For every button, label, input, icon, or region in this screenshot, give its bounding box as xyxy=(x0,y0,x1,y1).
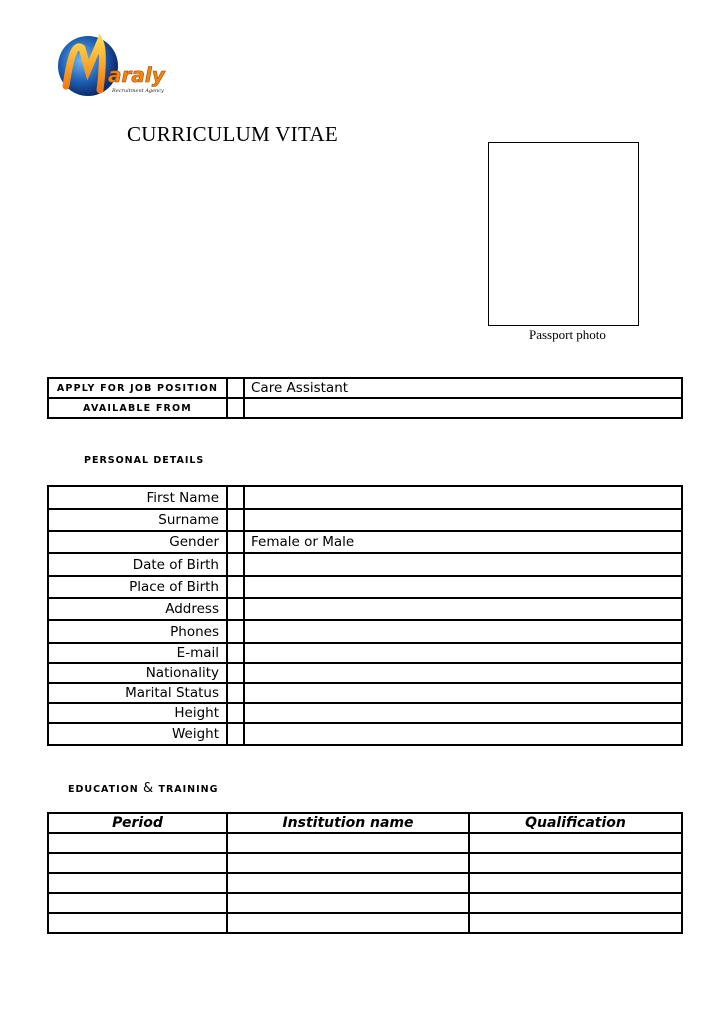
qualification-cell[interactable] xyxy=(469,873,682,893)
period-cell[interactable] xyxy=(48,913,227,933)
spacer-cell xyxy=(227,703,244,723)
institution-cell[interactable] xyxy=(227,853,469,873)
first-name-field[interactable] xyxy=(244,486,682,509)
apply-position-label: APPLY FOR JOB POSITION xyxy=(48,378,227,398)
table-row xyxy=(48,643,682,663)
institution-cell[interactable] xyxy=(227,893,469,913)
qualification-cell[interactable] xyxy=(469,893,682,913)
institution-cell[interactable] xyxy=(227,873,469,893)
column-header-period: Period xyxy=(48,813,227,833)
surname-field[interactable] xyxy=(244,509,682,531)
gender-label: Gender xyxy=(48,531,227,553)
place-of-birth-field[interactable] xyxy=(244,576,682,598)
spacer-cell xyxy=(227,398,244,418)
education-heading-amp: & xyxy=(143,781,155,796)
available-from-field[interactable] xyxy=(244,398,682,418)
table-row xyxy=(48,553,682,576)
email-label: E-mail xyxy=(48,643,227,663)
svg-text:araly: araly xyxy=(108,63,165,87)
phones-label: Phones xyxy=(48,620,227,643)
height-field[interactable] xyxy=(244,703,682,723)
qualification-cell[interactable] xyxy=(469,853,682,873)
spacer-cell xyxy=(227,620,244,643)
qualification-cell[interactable] xyxy=(469,833,682,853)
table-row xyxy=(48,663,682,683)
weight-field[interactable] xyxy=(244,723,682,745)
institution-cell[interactable] xyxy=(227,833,469,853)
spacer-cell xyxy=(227,598,244,620)
education-heading xyxy=(68,781,218,796)
period-cell[interactable] xyxy=(48,853,227,873)
institution-cell[interactable] xyxy=(227,913,469,933)
table-row xyxy=(48,378,682,398)
table-row xyxy=(48,833,682,853)
personal-details-heading: PERSONAL DETAILS xyxy=(84,455,205,466)
spacer-cell xyxy=(227,486,244,509)
spacer-cell xyxy=(227,553,244,576)
spacer-cell xyxy=(227,509,244,531)
education-heading-b: TRAINING xyxy=(158,784,219,795)
column-header-qualification: Qualification xyxy=(469,813,682,833)
address-label: Address xyxy=(48,598,227,620)
gender-field[interactable]: Female or Male xyxy=(244,531,682,553)
phones-field[interactable] xyxy=(244,620,682,643)
date-of-birth-field[interactable] xyxy=(244,553,682,576)
spacer-cell xyxy=(227,576,244,598)
period-cell[interactable] xyxy=(48,833,227,853)
spacer-cell xyxy=(227,683,244,703)
available-from-label: AVAILABLE FROM xyxy=(48,398,227,418)
page-title: CURRICULUM VITAE xyxy=(127,122,338,146)
table-row xyxy=(48,913,682,933)
education-table xyxy=(47,812,683,934)
table-row xyxy=(48,873,682,893)
weight-label: Weight xyxy=(48,723,227,745)
qualification-cell[interactable] xyxy=(469,913,682,933)
nationality-label: Nationality xyxy=(48,663,227,683)
table-row xyxy=(48,620,682,643)
svg-text:Recruitment Agency: Recruitment Agency xyxy=(112,88,164,94)
table-row xyxy=(48,893,682,913)
table-row xyxy=(48,486,682,509)
passport-photo-caption: Passport photo xyxy=(529,327,606,342)
application-table xyxy=(47,377,683,419)
surname-label: Surname xyxy=(48,509,227,531)
table-row xyxy=(48,853,682,873)
column-header-institution: Institution name xyxy=(227,813,469,833)
address-field[interactable] xyxy=(244,598,682,620)
date-of-birth-label: Date of Birth xyxy=(48,553,227,576)
first-name-label: First Name xyxy=(48,486,227,509)
period-cell[interactable] xyxy=(48,873,227,893)
passport-photo-box[interactable] xyxy=(488,142,639,326)
table-row xyxy=(48,398,682,418)
table-row xyxy=(48,509,682,531)
apply-position-field[interactable]: Care Assistant xyxy=(244,378,682,398)
table-row xyxy=(48,703,682,723)
table-header-row xyxy=(48,813,682,833)
spacer-cell xyxy=(227,643,244,663)
table-row xyxy=(48,531,682,553)
agency-logo xyxy=(52,30,184,102)
spacer-cell xyxy=(227,663,244,683)
spacer-cell xyxy=(227,378,244,398)
height-label: Height xyxy=(48,703,227,723)
email-field[interactable] xyxy=(244,643,682,663)
place-of-birth-label: Place of Birth xyxy=(48,576,227,598)
table-row xyxy=(48,598,682,620)
personal-details-table xyxy=(47,485,683,746)
marital-status-field[interactable] xyxy=(244,683,682,703)
nationality-field[interactable] xyxy=(244,663,682,683)
period-cell[interactable] xyxy=(48,893,227,913)
table-row xyxy=(48,683,682,703)
education-heading-a: EDUCATION xyxy=(68,784,139,795)
spacer-cell xyxy=(227,531,244,553)
table-row xyxy=(48,723,682,745)
marital-status-label: Marital Status xyxy=(48,683,227,703)
spacer-cell xyxy=(227,723,244,745)
table-row xyxy=(48,576,682,598)
